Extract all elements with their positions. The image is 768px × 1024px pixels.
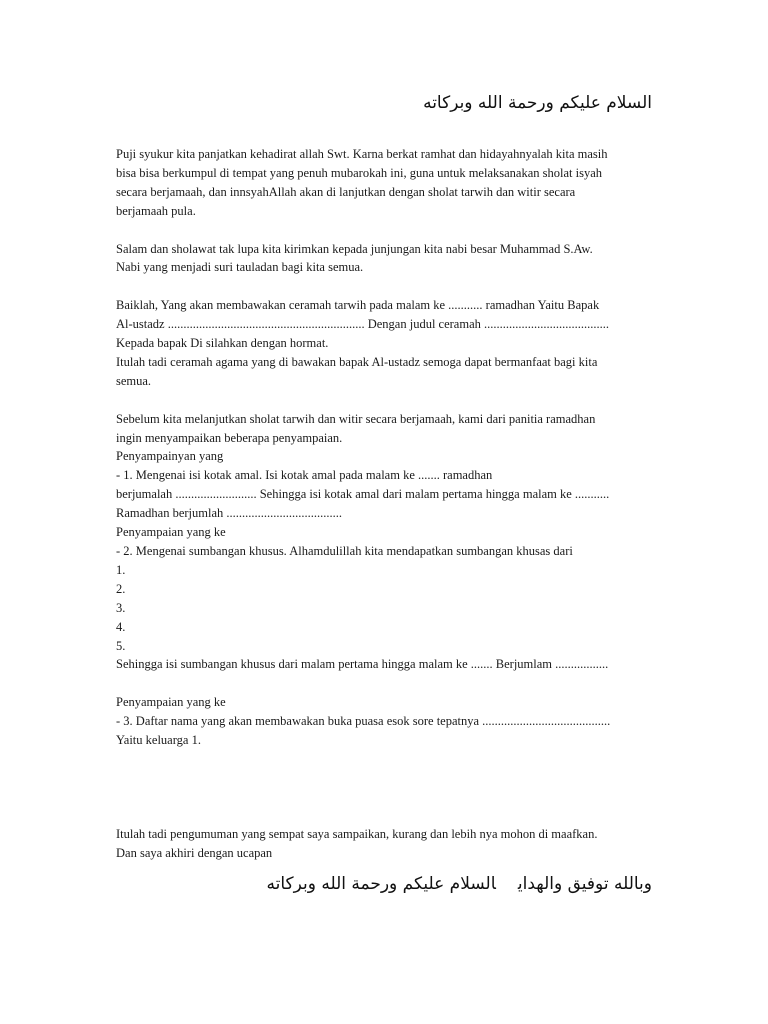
text-line: Dan saya akhiri dengan ucapan [116,845,273,860]
text-line: Penyampaian yang ke [116,695,226,710]
text-line: semua. [116,373,152,388]
text-line: ingin menyampaikan beberapa penyampaian. [116,430,343,445]
list-item: 1. [116,562,126,577]
arabic-closing-line [267,874,653,894]
text-line: bisa bisa berkumpul di tempat yang penuh mubarokah ini, guna untuk melaksanakan sholat isyah [116,165,603,180]
text-line: Itulah tadi pengumuman yang sempat saya sampaikan, kurang dan lebih nya mohon di maafkan. [116,826,598,841]
list-item: 2. [116,581,126,596]
list-item: 4. [116,619,126,634]
paragraph-sermon [116,296,656,391]
text-line: Kepada bapak Di silahkan dengan hormat. [116,336,329,351]
text-line: - 3. Daftar nama yang akan membawakan buka puasa esok sore tepatnya ......................................... [116,714,611,729]
list-item: 5. [116,638,126,653]
text-line: Penyampaian yang ke [116,525,226,540]
text-line: Sehingga isi sumbangan khusus dari malam pertama hingga malam ke ....... Berjumlam ................. [116,657,609,672]
text-line: Itulah tadi ceramah agama yang di bawakan bapak Al-ustadz semoga dapat bermanfaat bagi kita [116,354,598,369]
arabic-closing-greeting: السلام عليكم ورحمة الله وبركاته [266,874,496,894]
text-line: - 2. Mengenai sumbangan khusus. Alhamdulillah kita mendapatkan sumbangan khusas dari [116,543,573,558]
text-line: Penyampainyan yang [116,449,224,464]
paragraph-closing [116,825,656,863]
text-line: Baiklah, Yang akan membawakan ceramah tarwih pada malam ke ........... ramadhan Yaitu Bapak [116,298,600,313]
text-line: Ramadhan berjumlah ..................................... [116,506,343,521]
text-line: berjumalah .......................... Sehingga isi kotak amal dari malam pertama hingga malam ke ........... [116,487,610,502]
paragraph-announcements [116,410,656,675]
arabic-closing-phrase: وبالله توفيق والهداي [517,874,652,894]
body-text [116,145,656,863]
text-line: Nabi yang menjadi suri tauladan bagi kita semua. [116,260,364,275]
paragraph-opening-praise [116,145,656,221]
paragraph-salawat [116,240,656,278]
text-line: Puji syukur kita panjatkan kehadirat allah Swt. Karna berkat ramhat dan hidayahnyalah kita masih [116,147,608,161]
text-line: secara berjamaah, dan innsyahAllah akan di lanjutkan dengan sholat tarwih dan witir secara [116,184,576,199]
text-line: Sebelum kita melanjutkan sholat tarwih dan witir secara berjamaah, kami dari panitia ramadhan [116,411,596,426]
text-line: Salam dan sholawat tak lupa kita kirimkan kepada junjungan kita nabi besar Muhammad S.Aw. [116,241,593,256]
text-line: - 1. Mengenai isi kotak amal. Isi kotak amal pada malam ke ....... ramadhan [116,468,493,483]
text-line: Al-ustadz ............................................................... Dengan judul ceramah ........................................ [116,317,609,332]
arabic-greeting-heading: السلام عليكم ورحمة الله وبركاته [423,93,652,113]
text-line: Yaitu keluarga 1. [116,733,201,748]
text-line: berjamaah pula. [116,203,196,218]
list-item: 3. [116,600,126,615]
paragraph-iftar-list [116,693,656,750]
